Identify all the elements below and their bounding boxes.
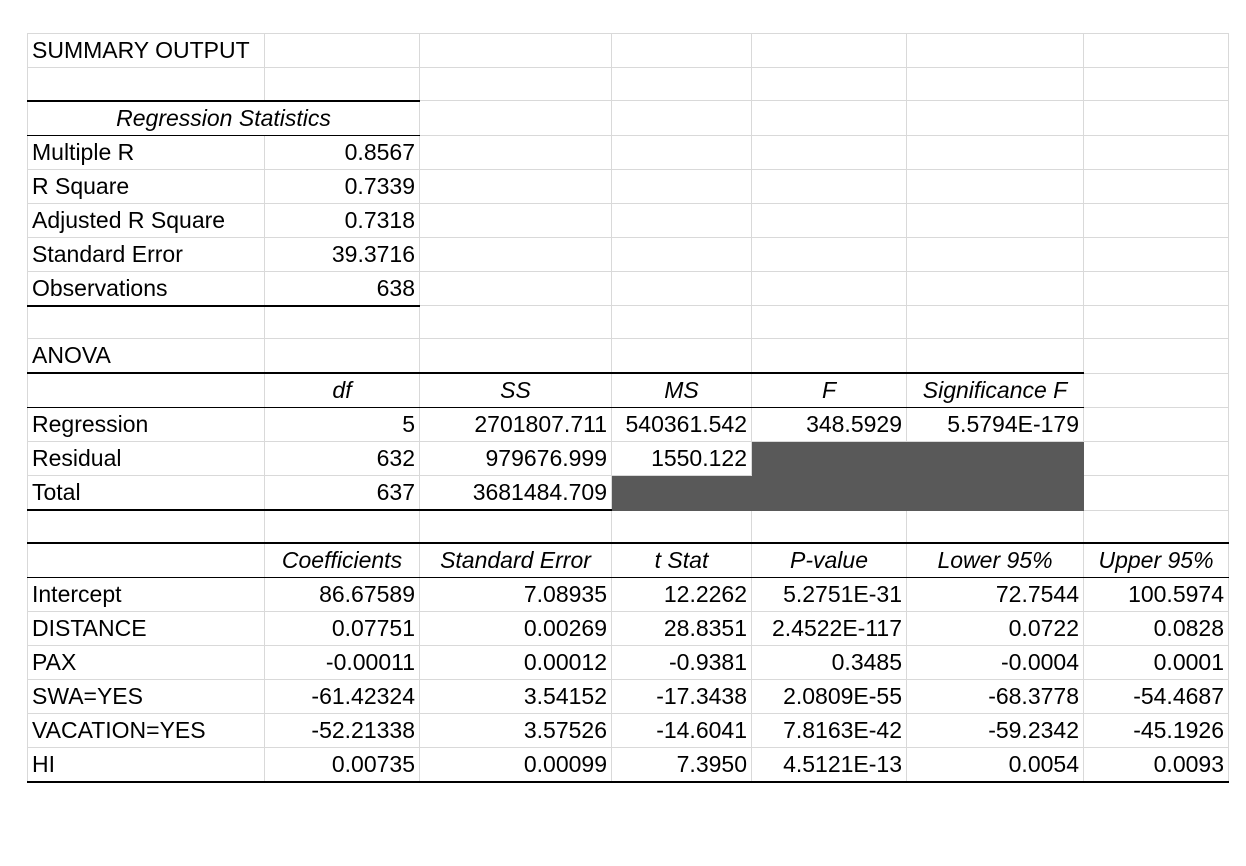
coef-label[interactable]: SWA=YES xyxy=(28,680,265,714)
shaded-cell[interactable] xyxy=(907,442,1084,476)
empty-cell[interactable] xyxy=(612,34,752,68)
anova-df[interactable]: 632 xyxy=(265,442,420,476)
coef-p-value[interactable]: 5.2751E-31 xyxy=(752,578,907,612)
coefficient-row xyxy=(28,612,1229,646)
empty-cell[interactable] xyxy=(752,237,907,271)
coef-header-lower-95[interactable]: Lower 95% xyxy=(907,543,1084,578)
empty-cell[interactable] xyxy=(1084,306,1229,339)
empty-cell[interactable] xyxy=(1084,135,1229,169)
stat-label[interactable]: Observations xyxy=(28,271,265,306)
empty-cell[interactable] xyxy=(907,203,1084,237)
empty-cell[interactable] xyxy=(907,169,1084,203)
empty-cell[interactable] xyxy=(612,68,752,101)
coef-lower-95[interactable]: -0.0004 xyxy=(907,646,1084,680)
spacer-row xyxy=(28,510,1229,543)
coef-p-value[interactable]: 2.4522E-117 xyxy=(752,612,907,646)
title-row xyxy=(28,34,1229,68)
stat-row xyxy=(28,237,1229,271)
empty-cell[interactable] xyxy=(1084,237,1229,271)
empty-cell[interactable] xyxy=(907,101,1084,136)
empty-cell[interactable] xyxy=(420,34,612,68)
empty-cell[interactable] xyxy=(612,306,752,339)
empty-cell[interactable] xyxy=(612,169,752,203)
coef-std-error[interactable]: 7.08935 xyxy=(420,578,612,612)
empty-cell[interactable] xyxy=(265,510,420,543)
coef-header-upper-95[interactable]: Upper 95% xyxy=(1084,543,1229,578)
empty-cell[interactable] xyxy=(420,101,612,136)
shaded-cell[interactable] xyxy=(752,476,907,511)
coefficient-row xyxy=(28,646,1229,680)
coef-value[interactable]: -52.21338 xyxy=(265,714,420,748)
coef-value[interactable]: 0.00735 xyxy=(265,748,420,783)
empty-cell[interactable] xyxy=(420,339,612,374)
coef-value[interactable]: -61.42324 xyxy=(265,680,420,714)
coef-upper-95[interactable]: -45.1926 xyxy=(1084,714,1229,748)
coef-lower-95[interactable]: -68.3778 xyxy=(907,680,1084,714)
anova-header-row xyxy=(28,373,1229,408)
empty-cell[interactable] xyxy=(612,101,752,136)
empty-cell[interactable] xyxy=(1084,203,1229,237)
empty-cell[interactable] xyxy=(907,306,1084,339)
empty-cell[interactable] xyxy=(1084,101,1229,136)
empty-cell[interactable] xyxy=(907,34,1084,68)
shaded-cell[interactable] xyxy=(612,476,752,511)
coef-value[interactable]: -0.00011 xyxy=(265,646,420,680)
coef-value[interactable]: 0.07751 xyxy=(265,612,420,646)
empty-cell[interactable] xyxy=(420,203,612,237)
stat-value[interactable]: 638 xyxy=(265,271,420,306)
stat-row xyxy=(28,169,1229,203)
coef-upper-95[interactable]: 100.5974 xyxy=(1084,578,1229,612)
empty-cell[interactable] xyxy=(1084,34,1229,68)
empty-cell[interactable] xyxy=(420,169,612,203)
empty-cell[interactable] xyxy=(907,271,1084,306)
coefficient-row xyxy=(28,748,1229,783)
stat-label[interactable]: R Square xyxy=(28,169,265,203)
coef-value[interactable]: 86.67589 xyxy=(265,578,420,612)
empty-cell[interactable] xyxy=(752,68,907,101)
empty-cell[interactable] xyxy=(752,306,907,339)
empty-cell[interactable] xyxy=(28,306,265,339)
coef-upper-95[interactable]: 0.0001 xyxy=(1084,646,1229,680)
empty-cell[interactable] xyxy=(752,169,907,203)
coef-std-error[interactable]: 0.00099 xyxy=(420,748,612,783)
empty-cell[interactable] xyxy=(752,101,907,136)
coef-label[interactable]: DISTANCE xyxy=(28,612,265,646)
anova-ms[interactable]: 540361.542 xyxy=(612,408,752,442)
coef-std-error[interactable]: 0.00269 xyxy=(420,612,612,646)
empty-cell[interactable] xyxy=(612,237,752,271)
anova-df[interactable]: 5 xyxy=(265,408,420,442)
anova-ms[interactable]: 1550.122 xyxy=(612,442,752,476)
stat-row xyxy=(28,271,1229,306)
empty-cell[interactable] xyxy=(265,306,420,339)
anova-title-row xyxy=(28,339,1229,374)
coef-label[interactable]: Intercept xyxy=(28,578,265,612)
empty-cell[interactable] xyxy=(752,34,907,68)
anova-ss[interactable]: 979676.999 xyxy=(420,442,612,476)
empty-cell[interactable] xyxy=(420,68,612,101)
stat-value[interactable]: 39.3716 xyxy=(265,237,420,271)
empty-cell[interactable] xyxy=(752,510,907,543)
empty-cell[interactable] xyxy=(265,339,420,374)
coef-std-error[interactable]: 3.54152 xyxy=(420,680,612,714)
coef-t-stat[interactable]: 28.8351 xyxy=(612,612,752,646)
empty-cell[interactable] xyxy=(1084,476,1229,511)
empty-cell[interactable] xyxy=(1084,68,1229,101)
stat-row xyxy=(28,203,1229,237)
stat-label[interactable]: Multiple R xyxy=(28,135,265,169)
summary-output-sheet xyxy=(27,33,1229,783)
coefficient-row xyxy=(28,714,1229,748)
empty-cell[interactable] xyxy=(752,339,907,374)
empty-cell[interactable] xyxy=(1084,373,1229,408)
anova-header-significance-f[interactable]: Significance F xyxy=(907,373,1084,408)
empty-cell[interactable] xyxy=(28,373,265,408)
anova-row-label[interactable]: Total xyxy=(28,476,265,511)
anova-row-total xyxy=(28,476,1229,511)
coefficients-header-row xyxy=(28,543,1229,578)
spacer-row xyxy=(28,306,1229,339)
empty-cell[interactable] xyxy=(420,135,612,169)
coefficient-row xyxy=(28,680,1229,714)
coef-t-stat[interactable]: 12.2262 xyxy=(612,578,752,612)
stat-row xyxy=(28,135,1229,169)
coef-header-standard-error[interactable]: Standard Error xyxy=(420,543,612,578)
anova-row-regression xyxy=(28,408,1229,442)
anova-row-label[interactable]: Regression xyxy=(28,408,265,442)
shaded-cell[interactable] xyxy=(907,476,1084,511)
empty-cell[interactable] xyxy=(612,271,752,306)
regression-statistics-header-row xyxy=(28,101,1229,136)
coef-label[interactable]: VACATION=YES xyxy=(28,714,265,748)
stat-value[interactable]: 0.7339 xyxy=(265,169,420,203)
coefficient-row xyxy=(28,578,1229,612)
coef-header-t-stat[interactable]: t Stat xyxy=(612,543,752,578)
empty-cell[interactable] xyxy=(752,203,907,237)
empty-cell[interactable] xyxy=(1084,510,1229,543)
coef-label[interactable]: HI xyxy=(28,748,265,783)
empty-cell[interactable] xyxy=(265,34,420,68)
empty-cell[interactable] xyxy=(420,237,612,271)
anova-header-ss[interactable]: SS xyxy=(420,373,612,408)
empty-cell[interactable] xyxy=(907,510,1084,543)
empty-cell[interactable] xyxy=(1084,408,1229,442)
empty-cell[interactable] xyxy=(1084,271,1229,306)
anova-df[interactable]: 637 xyxy=(265,476,420,511)
coef-p-value[interactable]: 2.0809E-55 xyxy=(752,680,907,714)
stat-label[interactable]: Adjusted R Square xyxy=(28,203,265,237)
anova-header-df[interactable]: df xyxy=(265,373,420,408)
anova-header-ms[interactable]: MS xyxy=(612,373,752,408)
stat-value[interactable]: 0.7318 xyxy=(265,203,420,237)
empty-cell[interactable] xyxy=(28,543,265,578)
spacer-row xyxy=(28,68,1229,101)
empty-cell[interactable] xyxy=(28,68,265,101)
empty-cell[interactable] xyxy=(265,68,420,101)
anova-header-f[interactable]: F xyxy=(752,373,907,408)
coef-lower-95[interactable]: 0.0722 xyxy=(907,612,1084,646)
empty-cell[interactable] xyxy=(420,510,612,543)
stat-value[interactable]: 0.8567 xyxy=(265,135,420,169)
coef-lower-95[interactable]: 72.7544 xyxy=(907,578,1084,612)
regression-statistics-header[interactable]: Regression Statistics xyxy=(28,101,420,136)
empty-cell[interactable] xyxy=(1084,442,1229,476)
anova-significance-f[interactable]: 5.5794E-179 xyxy=(907,408,1084,442)
stat-label[interactable]: Standard Error xyxy=(28,237,265,271)
coef-label[interactable]: PAX xyxy=(28,646,265,680)
coef-t-stat[interactable]: 7.3950 xyxy=(612,748,752,783)
summary-title[interactable]: SUMMARY OUTPUT xyxy=(28,34,265,68)
empty-cell[interactable] xyxy=(420,271,612,306)
coef-p-value[interactable]: 0.3485 xyxy=(752,646,907,680)
empty-cell[interactable] xyxy=(752,135,907,169)
empty-cell[interactable] xyxy=(752,271,907,306)
coef-lower-95[interactable]: 0.0054 xyxy=(907,748,1084,783)
coef-lower-95[interactable]: -59.2342 xyxy=(907,714,1084,748)
empty-cell[interactable] xyxy=(907,68,1084,101)
empty-cell[interactable] xyxy=(907,135,1084,169)
empty-cell[interactable] xyxy=(1084,169,1229,203)
coef-upper-95[interactable]: -54.4687 xyxy=(1084,680,1229,714)
anova-row-label[interactable]: Residual xyxy=(28,442,265,476)
coef-header-coefficients[interactable]: Coefficients xyxy=(265,543,420,578)
empty-cell[interactable] xyxy=(907,237,1084,271)
coef-upper-95[interactable]: 0.0093 xyxy=(1084,748,1229,783)
anova-row-residual xyxy=(28,442,1229,476)
empty-cell[interactable] xyxy=(612,339,752,374)
shaded-cell[interactable] xyxy=(752,442,907,476)
coef-t-stat[interactable]: -0.9381 xyxy=(612,646,752,680)
empty-cell[interactable] xyxy=(907,339,1084,374)
coef-std-error[interactable]: 0.00012 xyxy=(420,646,612,680)
empty-cell[interactable] xyxy=(420,306,612,339)
anova-ss[interactable]: 2701807.711 xyxy=(420,408,612,442)
empty-cell[interactable] xyxy=(612,135,752,169)
anova-ss[interactable]: 3681484.709 xyxy=(420,476,612,511)
anova-f[interactable]: 348.5929 xyxy=(752,408,907,442)
empty-cell[interactable] xyxy=(28,510,265,543)
coef-t-stat[interactable]: -17.3438 xyxy=(612,680,752,714)
empty-cell[interactable] xyxy=(612,203,752,237)
coef-std-error[interactable]: 3.57526 xyxy=(420,714,612,748)
empty-cell[interactable] xyxy=(1084,339,1229,374)
coef-p-value[interactable]: 4.5121E-13 xyxy=(752,748,907,783)
coef-header-p-value[interactable]: P-value xyxy=(752,543,907,578)
anova-title[interactable]: ANOVA xyxy=(28,339,265,374)
coef-p-value[interactable]: 7.8163E-42 xyxy=(752,714,907,748)
empty-cell[interactable] xyxy=(612,510,752,543)
coef-upper-95[interactable]: 0.0828 xyxy=(1084,612,1229,646)
coef-t-stat[interactable]: -14.6041 xyxy=(612,714,752,748)
